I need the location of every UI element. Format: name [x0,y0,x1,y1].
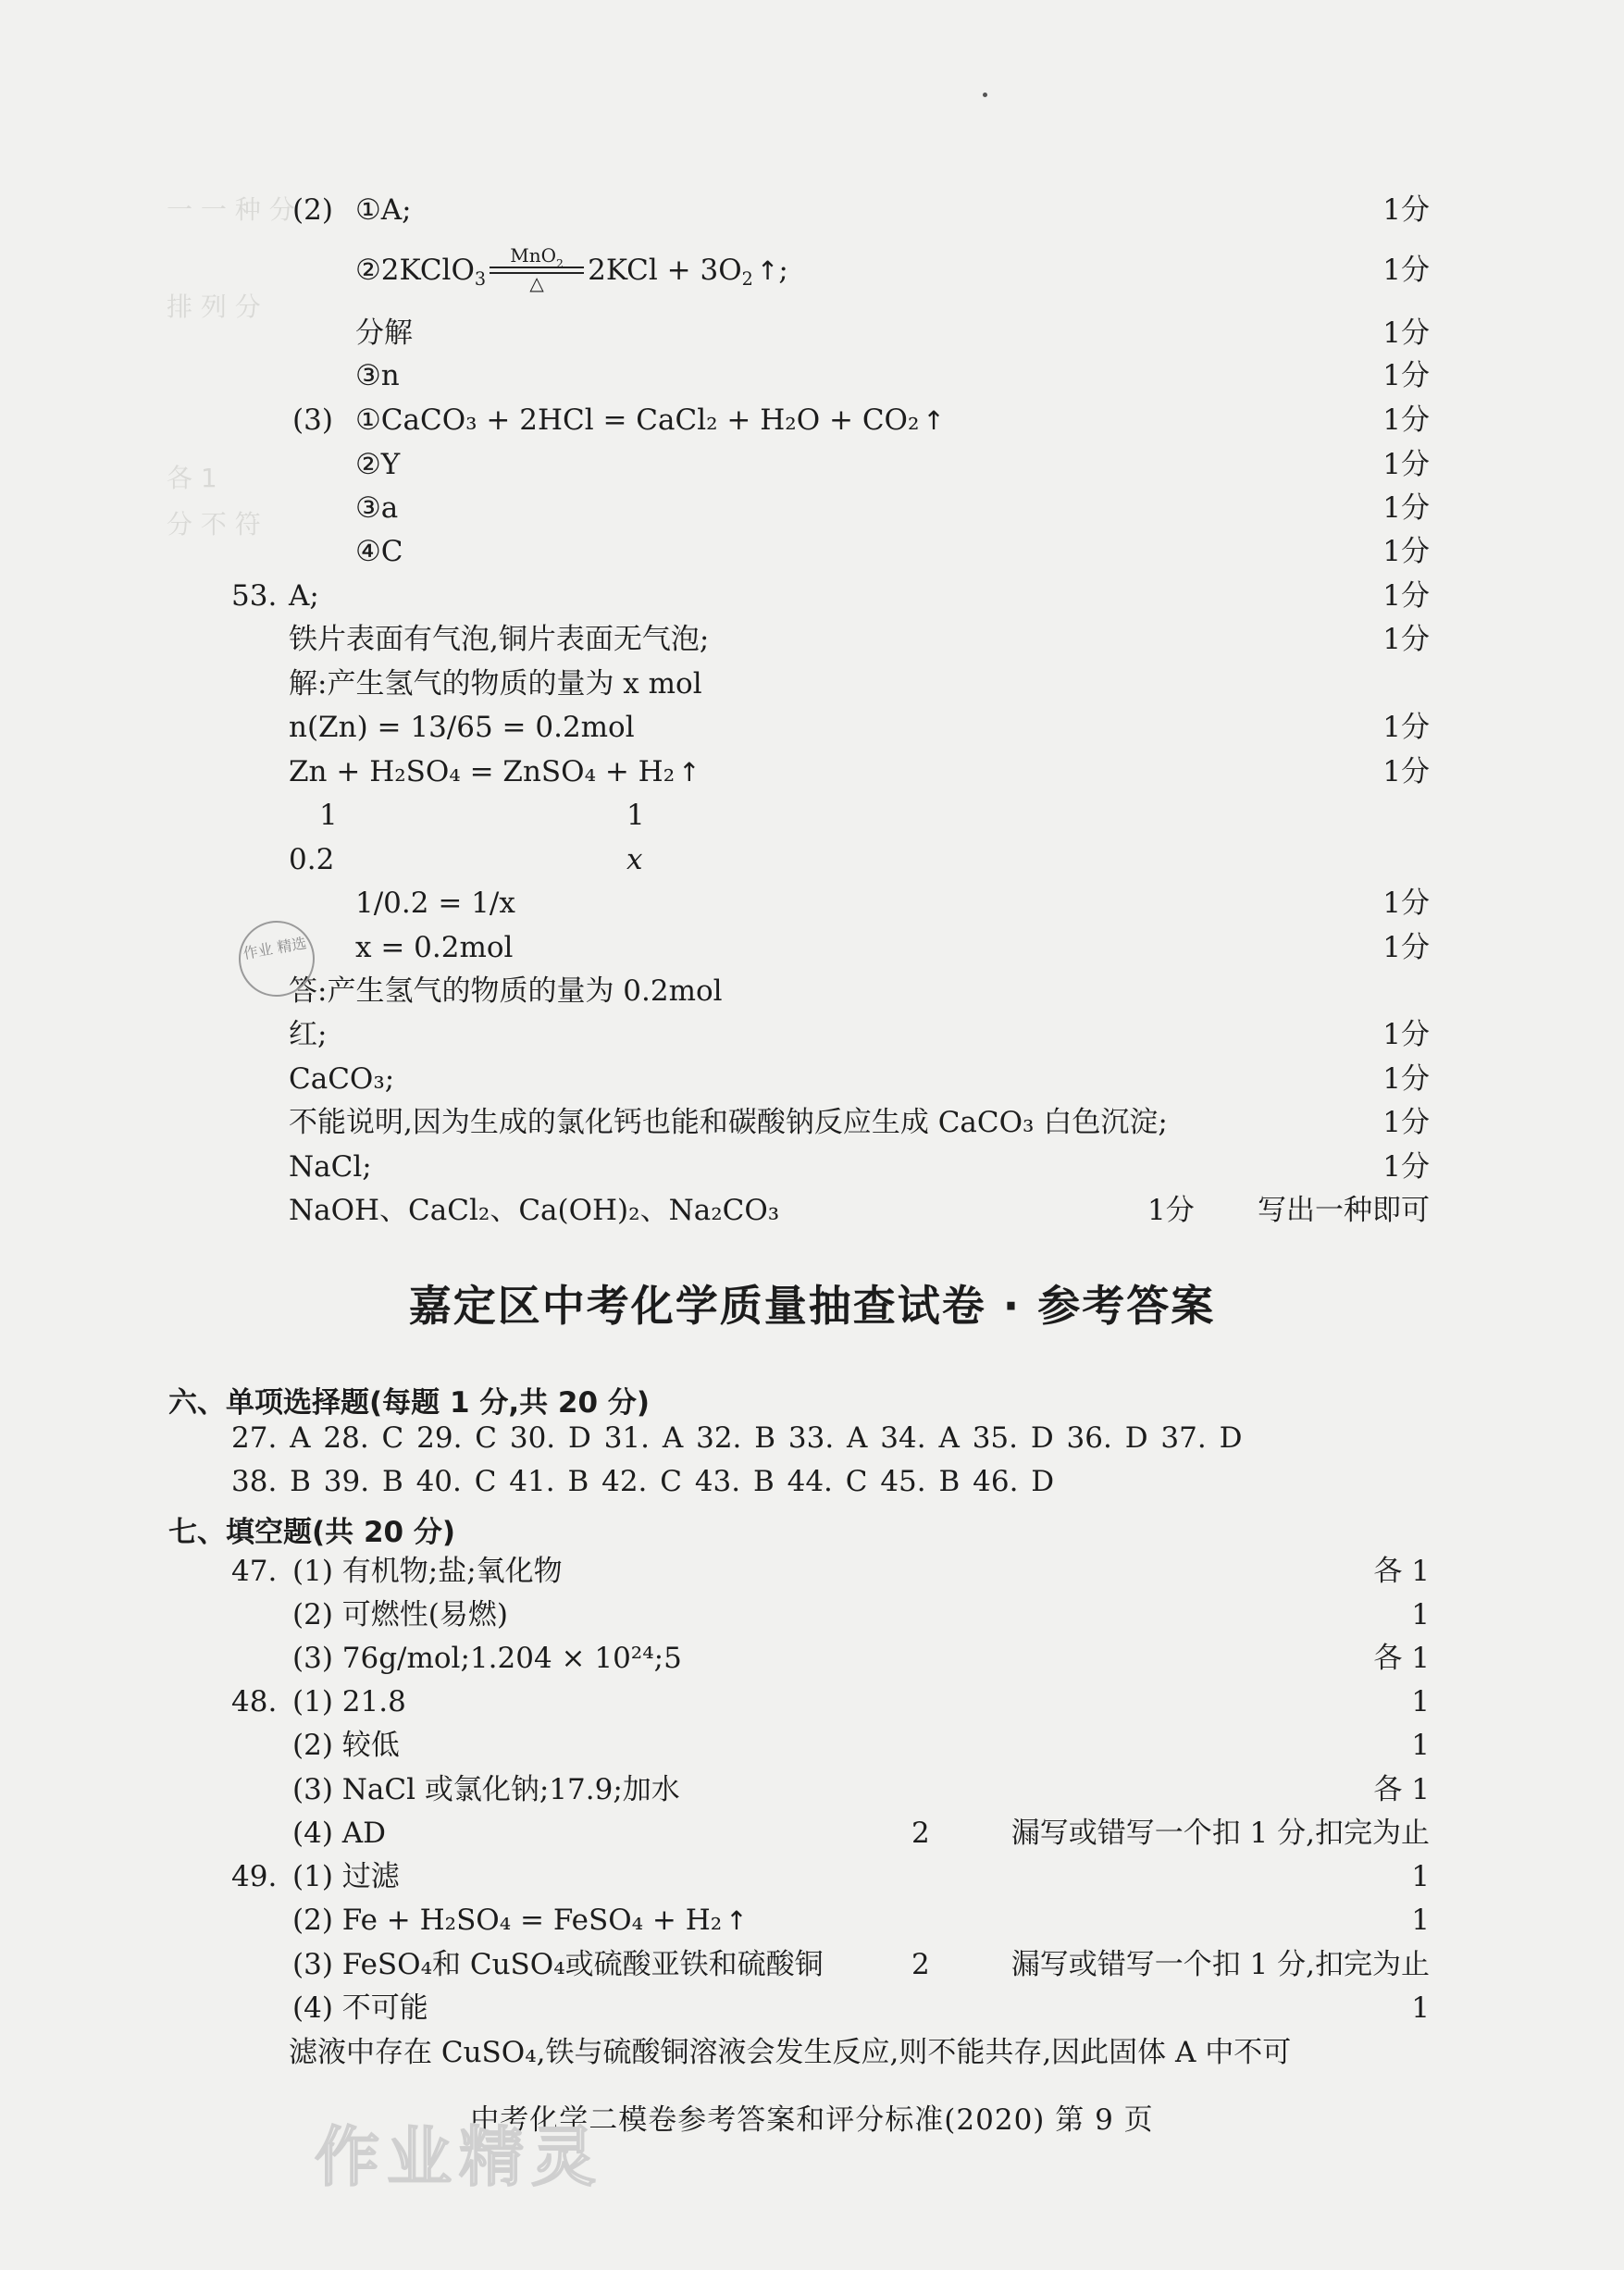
gas-arrow-icon: ↑ [756,255,779,286]
score: 1分 [1382,448,1430,481]
answer: (1) 21.8 [292,1685,406,1718]
score: 1分 [1382,193,1430,227]
answer: ①CaCO₃ + 2HCl = CaCl₂ + H₂O + CO₂ ↑ [355,398,945,443]
part-label: (2) [292,193,333,227]
gas-arrow-icon: ↑ [923,405,945,436]
score: 1分 [1382,755,1430,788]
q49-1-row [0,1854,1624,1899]
score: 1分 [1382,1018,1430,1051]
q53-red-row [0,1012,1624,1057]
answer: (3) FeSO₄和 CuSO₄或硫酸亚铁和硫酸铜 [292,1948,824,1981]
amount: x [626,843,643,876]
answer: (3) 76g/mol;1.204 × 10²⁴;5 [292,1642,682,1675]
watermark-logo: 作业精灵 [315,2119,603,2195]
score: 1分 [1382,623,1430,656]
q52-equation-row [0,244,1624,294]
section-six-heading: 六、单项选择题(每题 1 分,共 20 分) [168,1386,650,1420]
page-footer: 中考化学二模卷参考答案和评分标准(2020) 第 9 页 [470,2103,1154,2137]
question-number: 47. [231,1555,278,1588]
bleed-through: 一 一 种 分 [167,194,295,225]
score: 2 [911,1817,930,1850]
score: 1分 [1382,711,1430,744]
part-label: (3) [292,403,333,437]
answer: ①A; [355,193,412,227]
score: 1分 [1382,887,1430,920]
answer: ③a [355,491,399,525]
q53-proportion-row [0,881,1624,925]
score: 1分 [1382,1106,1430,1139]
q53-caco3-row [0,1057,1624,1101]
score: 各 1 [1373,1642,1430,1675]
answer: CaCO₃; [289,1062,395,1096]
score: 1 [1411,1685,1430,1718]
q52-part3-d-row [0,529,1624,574]
score: 1分 [1382,403,1430,437]
answer: 红; [289,1018,328,1051]
scoring-note: 漏写或错写一个扣 1 分,扣完为止 [1010,1817,1430,1850]
answer: 铁片表面有气泡,铜片表面无气泡; [289,623,710,656]
q53-ratio-1-row [0,793,1624,837]
score: 1分 [1382,535,1430,568]
score: 1分 [1382,931,1430,964]
q48-4-row [0,1811,1624,1855]
q47-3-row [0,1636,1624,1681]
q53-list-row [0,1188,1624,1233]
q48-1-row [0,1680,1624,1724]
answer: (2) 较低 [292,1729,400,1762]
q52-decomp-row [0,311,1624,355]
question-number: 49. [231,1860,278,1893]
question-number: 48. [231,1685,278,1718]
q48-3-row [0,1768,1624,1812]
score: 1 [1411,1860,1430,1893]
reaction-conditions: MnO$_2$ △ [486,248,588,292]
q53-nzn-row [0,705,1624,750]
bleed-through: 排 列 分 [167,292,261,322]
answer: NaOH、CaCl₂、Ca(OH)₂、Na₂CO₃ [289,1194,780,1227]
solution-text: 答:产生氢气的物质的量为 0.2mol [289,974,723,1008]
q53-b-row [0,617,1624,662]
chemical-equation: Zn + H₂SO₄ = ZnSO₄ + H₂ ↑ [289,750,700,795]
choice-answers-row-1: 27. A 28. C 29. C 30. D 31. A 32. B 33. A 34. A 35. D 36. D 37. D [231,1421,1243,1455]
score: 1分 [1382,1150,1430,1184]
q53-nacl-row [0,1145,1624,1189]
q52-part3-a-row [0,398,1624,442]
q47-2-row [0,1593,1624,1637]
score: 各 1 [1373,1555,1430,1588]
scoring-note: 写出一种即可 [1258,1194,1430,1227]
answer: (1) 过滤 [292,1860,400,1893]
score: 1分 [1382,359,1430,392]
choice-answers-row-2: 38. B 39. B 40. C 41. B 42. C 43. B 44. C 45. B 46. D [231,1465,1055,1498]
score: 1 [1411,1904,1430,1937]
answer: (4) 不可能 [292,1991,428,2025]
answer: (1) 有机物;盐;氧化物 [292,1555,563,1588]
q52-part3-b-row [0,442,1624,487]
gas-arrow-icon: ↑ [725,1905,748,1936]
answer: A; [289,579,319,613]
q47-1-row [0,1549,1624,1594]
score: 2 [911,1948,930,1981]
q53-ratio-2-row [0,837,1624,882]
solution-text: x = 0.2mol [355,931,514,964]
q49-3-row [0,1942,1624,1987]
bleed-through: 各 1 [167,463,217,493]
q49-5-row [0,2030,1624,2075]
q52-part3-c-row [0,486,1624,530]
answer: 滤液中存在 CuSO₄,铁与硫酸铜溶液会发生反应,则不能共存,因此固体 A 中不可 [289,2036,1292,2069]
answer: (2) Fe + H₂SO₄ = FeSO₄ + H₂ ↑ [292,1898,748,1943]
q49-4-row [0,1986,1624,2030]
q53-cannot-row [0,1100,1624,1145]
score: 1 [1411,1598,1430,1631]
bleed-through: 分 不 符 [167,509,261,540]
q48-2-row [0,1723,1624,1768]
answer: ④C [355,535,403,568]
coefficient: 1 [626,799,645,832]
score: 1分 [1382,491,1430,525]
score: 1分 [1382,579,1430,613]
scoring-note: 漏写或错写一个扣 1 分,扣完为止 [1010,1948,1430,1981]
answer: (2) 可燃性(易燃) [292,1598,508,1631]
score: 1分 [1382,254,1430,287]
solution-text: 解:产生氢气的物质的量为 x mol [289,667,702,701]
q53-eq-row [0,750,1624,794]
section-title: 嘉定区中考化学质量抽查试卷 · 参考答案 [408,1281,1216,1331]
answer: ②Y [355,448,401,481]
chemical-equation: ②2KClO$_3$ MnO$_2$ △ $2KCl + 3O_2$ ↑; [355,244,788,294]
q52-part2-c-row [0,354,1624,398]
answer: (3) NaCl 或氯化钠;17.9;加水 [292,1773,680,1806]
q53-solve-row [0,662,1624,706]
solution-text: n(Zn) = 13/65 = 0.2mol [289,711,635,744]
answer: 分解 [355,316,413,350]
q49-2-row [0,1898,1624,1942]
homework-stamp-logo: 作业 精选 [233,915,321,1003]
answer: NaCl; [289,1150,372,1184]
score: 1分 [1147,1194,1195,1227]
score: 1 [1411,1729,1430,1762]
q53-a-row [0,574,1624,618]
question-number: 53. [231,579,278,613]
coefficient: 1 [319,799,338,832]
amount: 0.2 [289,843,335,876]
answer: (4) AD [292,1817,387,1850]
answer: ③n [355,359,400,392]
solution-text: 1/0.2 = 1/x [355,887,515,920]
q52-part2-a-row [0,188,1624,232]
score: 1分 [1382,316,1430,350]
section-seven-heading: 七、填空题(共 20 分) [168,1516,456,1549]
score: 各 1 [1373,1773,1430,1806]
gas-arrow-icon: ↑ [678,757,700,788]
scan-speck [983,93,987,97]
score: 1分 [1382,1062,1430,1096]
score: 1 [1411,1991,1430,2025]
answer: 不能说明,因为生成的氯化钙也能和碳酸钠反应生成 CaCO₃ 白色沉淀; [289,1106,1168,1139]
